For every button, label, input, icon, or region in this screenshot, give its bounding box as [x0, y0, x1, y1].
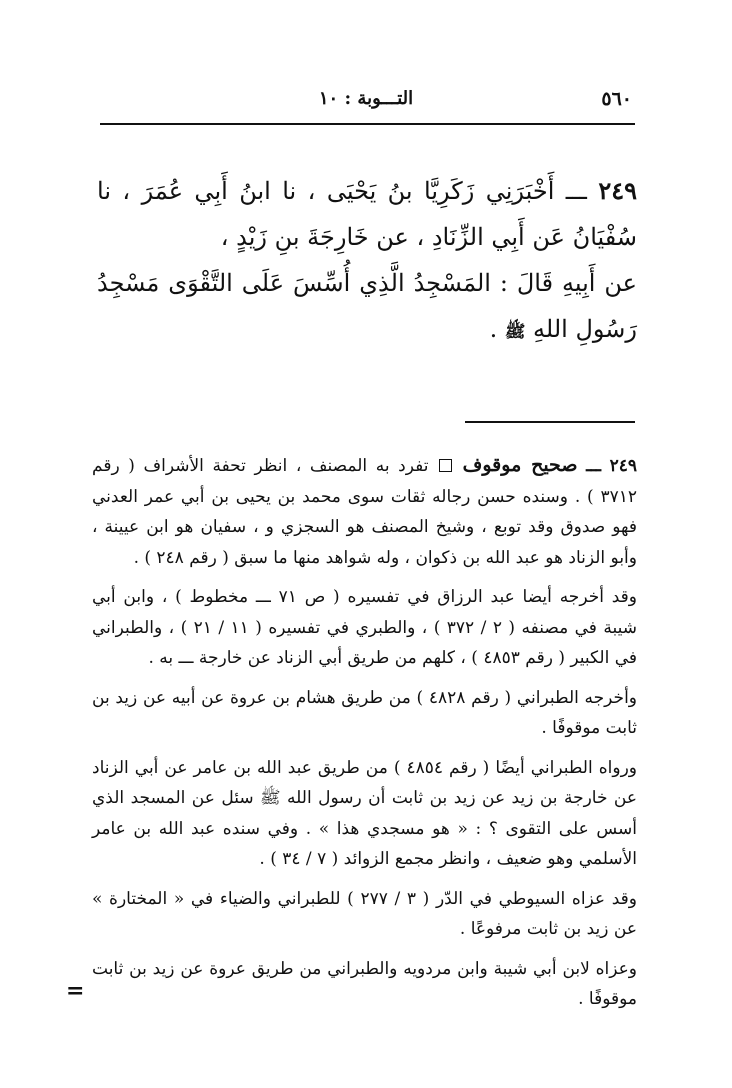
continuation-mark: =	[66, 978, 85, 1004]
hadith-text	[97, 168, 637, 355]
hadith-number: ٢٤٩	[598, 176, 637, 205]
hadith-isnad-text: ـــ أَخْبَرَنِي زَكَرِيَّا بنُ يَحْيَى ، نا ابنُ أَبِي عُمَرَ ، نا سُفْيَانُ عَن أَبِي الزِّنَادِ ، عن خَارِجَةَ بنِ زَيْدٍ ،	[97, 177, 637, 251]
footnote-paragraph-4-part-2: سئل عن المسجد الذي أسس على التقوى ؟ : « هو مسجدي هذا » . وفي سنده عبد الله بن عامر الأسلمي وهو ضعيف ، وانظر مجمع الزوائد ( ٧ / ٣٤ ) .	[92, 788, 637, 869]
footnote-paragraph-4-part-1: ورواه الطبراني أيضًا ( رقم ٤٨٥٤ ) من طريق عبد الله بن عامر عن أبي الزناد عن خارجة بن زيد عن زيد بن ثابت أن رسول الله	[92, 757, 638, 808]
hadith-isnad	[97, 168, 637, 260]
footnote-number: ٢٤٩	[609, 456, 638, 476]
header-rule	[100, 123, 635, 125]
hadith-grade: صحيح موقوف	[462, 454, 578, 476]
footnote-paragraph-3: وأخرجه الطبراني ( رقم ٤٨٢٨ ) من طريق هشام بن عروة عن أبيه عن زيد بن ثابت موقوفًا .	[92, 687, 637, 738]
footnote-paragraph-1	[92, 450, 637, 573]
footnote-paragraph-1-text: تفرد به المصنف ، انظر تحفة الأشراف ( رقم ٣٧١٢ ) . وسنده حسن رجاله ثقات سوى محمد بن يحيى بن أبي عمر العدني فهو صدوق وقد توبع ، وشيخ المصنف هو السجزي و ، سفيان هو ابن عيينة ، وأبو الزناد هو عبد الله بن ذكوان ، وله شواهد منها ما سبق ( رقم ٢٤٨ ) .	[92, 456, 637, 568]
footnote-rule	[465, 421, 635, 423]
footnote-paragraph-5: وقد عزاه السيوطي في الدّر ( ٣ / ٢٧٧ ) للطبراني والضياء في « المختارة » عن زيد بن ثابت مرفوعًا .	[92, 888, 637, 939]
footnote-paragraph-2: وقد أخرجه أيضا عبد الرزاق في تفسيره ( ص ٧١ ـــ مخطوط ) ، وابن أبي شيبة في مصنفه ( ٢ / ٣٧٢ ) ، والطبري في تفسيره ( ١١ / ٢١ ) ، والطبراني في الكبير ( رقم ٤٨٥٣ ) ، كلهم من طريق أبي الزناد عن خارجة ـــ به .	[92, 587, 637, 668]
footnote-paragraph-6: وعزاه لابن أبي شيبة وابن مردويه والطبراني من طريق عروة عن زيد بن ثابت موقوفًا .	[92, 958, 637, 1009]
page-number: ٥٦٠	[601, 88, 632, 110]
salutation-glyph: ﷺ	[504, 322, 526, 342]
hadith-end: .	[489, 315, 498, 343]
salutation-glyph-small: ﷺ	[260, 788, 281, 808]
hadith-matn	[97, 260, 637, 355]
footnotes	[92, 450, 637, 1024]
square-icon	[439, 459, 452, 472]
footnote-paragraph-4	[92, 753, 637, 875]
hadith-matn-text: عن أَبِيهِ قَالَ : المَسْجِدُ الَّذِي أُسِّسَ عَلَى التَّقْوَى مَسْجِدُ رَسُولِ اللهِ	[97, 269, 637, 343]
footnote-dash: ـــ	[586, 456, 602, 476]
running-header-surah: التـــوبة : ١٠	[318, 88, 414, 109]
